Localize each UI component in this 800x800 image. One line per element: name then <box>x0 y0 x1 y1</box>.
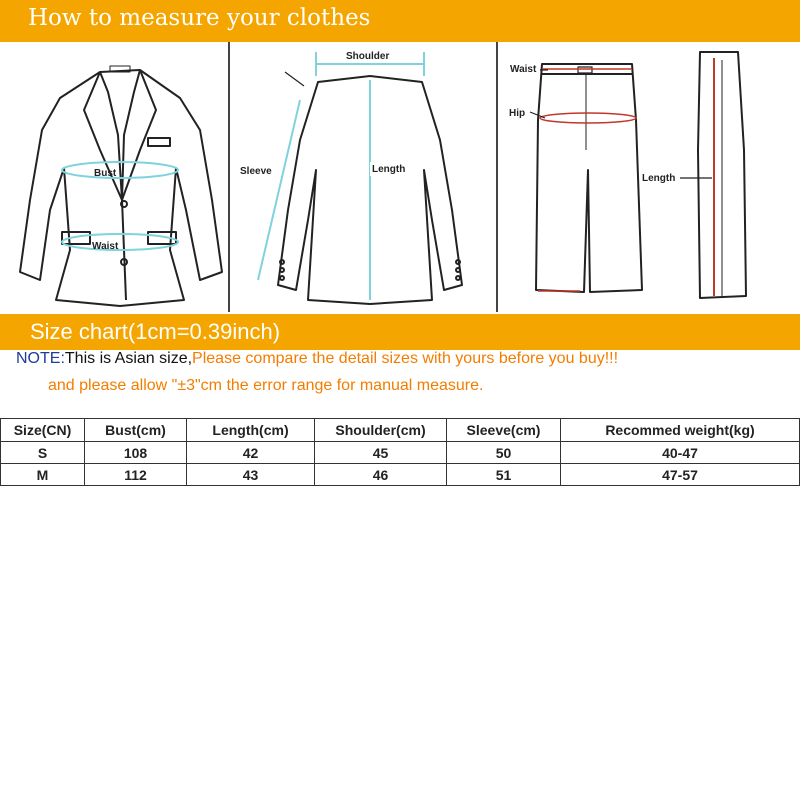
header-banner <box>0 0 800 42</box>
size-note-line2: and please allow "±3"cm the error range for manual measure. <box>48 377 484 394</box>
sleeve-label: Sleeve <box>240 166 272 177</box>
length-label: Length <box>372 164 406 175</box>
table-cell: 112 <box>85 464 187 486</box>
column-header: Shoulder(cm) <box>315 419 447 442</box>
pants-side-illustration <box>698 52 746 298</box>
note-prefix: NOTE: <box>16 350 65 367</box>
table-cell: 45 <box>315 442 447 464</box>
table-row <box>1 442 800 464</box>
pants-front-illustration <box>536 64 642 292</box>
table-cell: M <box>1 464 85 486</box>
column-header: Length(cm) <box>187 419 315 442</box>
size-chart-title: Size chart(1cm=0.39inch) <box>30 319 281 344</box>
size-chart-banner <box>0 314 800 350</box>
waist-label: Waist <box>92 241 119 252</box>
measurement-diagram <box>0 42 800 312</box>
column-header: Sleeve(cm) <box>447 419 561 442</box>
column-header: Size(CN) <box>1 419 85 442</box>
table-cell: 47-57 <box>561 464 800 486</box>
page-title: How to measure your clothes <box>28 5 371 31</box>
table-cell: 42 <box>187 442 315 464</box>
pants-hip-label: Hip <box>509 108 526 119</box>
size-table <box>0 418 800 486</box>
table-cell: 51 <box>447 464 561 486</box>
column-header: Bust(cm) <box>85 419 187 442</box>
table-cell: 46 <box>315 464 447 486</box>
table-cell: 43 <box>187 464 315 486</box>
table-cell: S <box>1 442 85 464</box>
table-header-row <box>1 419 800 442</box>
note-orange-text: Please compare the detail sizes with yours before you buy!!! <box>192 350 619 367</box>
pants-length-label: Length <box>642 173 676 184</box>
table-cell: 50 <box>447 442 561 464</box>
divider-left <box>228 42 230 312</box>
note-black-text: This is Asian size, <box>64 350 193 367</box>
column-header: Recommed weight(kg) <box>561 419 800 442</box>
pants-waist-label: Waist <box>510 64 537 75</box>
table-row <box>1 464 800 486</box>
table-cell: 40-47 <box>561 442 800 464</box>
jacket-front-illustration <box>20 66 222 306</box>
size-note-line1 <box>16 350 618 368</box>
divider-right <box>496 42 498 312</box>
shoulder-label: Shoulder <box>346 51 390 62</box>
table-cell: 108 <box>85 442 187 464</box>
bust-label: Bust <box>94 168 117 179</box>
